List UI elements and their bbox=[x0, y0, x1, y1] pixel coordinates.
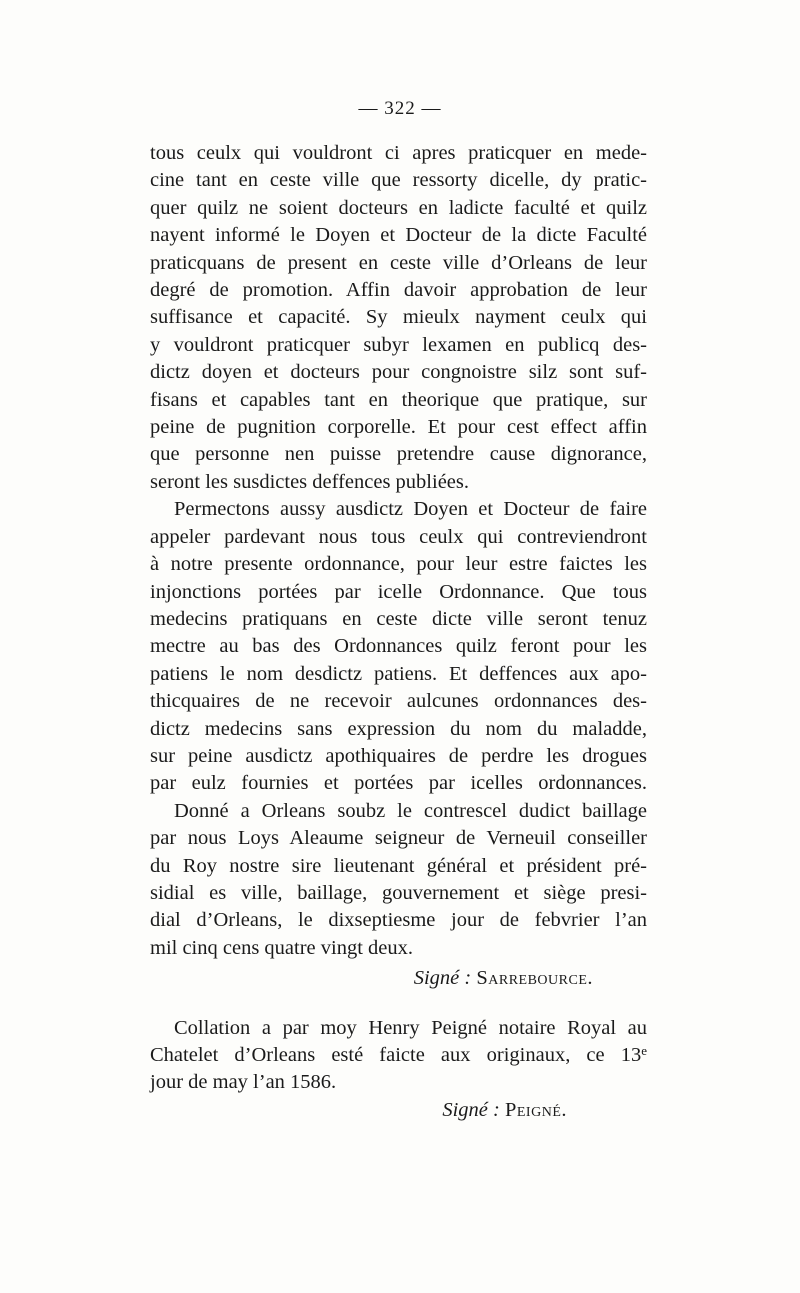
text-line: jour de may l’an 1586. bbox=[150, 1071, 337, 1094]
text-line: y vouldront praticquer subyr lexamen en publicq des- bbox=[150, 333, 647, 356]
text-line: patiens le nom desdictz patiens. Et deffences aux apo- bbox=[150, 662, 647, 685]
paragraph-3 bbox=[150, 798, 647, 962]
text-line: du Roy nostre sire lieutenant général et président pré- bbox=[150, 854, 647, 877]
text-line: mectre au bas des Ordonnances quilz feront pour les bbox=[150, 635, 647, 658]
text-line: sur peine ausdictz apothiquaires de perdre les drogues bbox=[150, 744, 647, 767]
text-line: thicquaires de ne recevoir aulcunes ordonnances des- bbox=[150, 690, 647, 713]
text-line: par nous Loys Aleaume seigneur de Verneuil conseiller bbox=[150, 827, 647, 850]
text-line: nayent informé le Doyen et Docteur de la dicte Faculté bbox=[150, 224, 647, 247]
signature-peigne bbox=[150, 1097, 647, 1124]
text-line: dictz medecins sans expression du nom du maladde, bbox=[150, 717, 647, 740]
signature-sarrebource bbox=[150, 965, 647, 992]
signature-name: Peigné. bbox=[504, 1098, 567, 1121]
superscript: e bbox=[641, 1043, 647, 1058]
text-line: suffisance et capacité. Sy mieulx nayment ceulx qui bbox=[150, 306, 647, 329]
text-line: Donné a Orleans soubz le contrescel dudict baillage bbox=[174, 799, 647, 822]
text-line: medecins pratiquans en ceste dicte ville seront tenuz bbox=[150, 607, 647, 630]
text-line: quer quilz ne soient docteurs en ladicte faculté et quilz bbox=[150, 196, 647, 219]
text-line: tous ceulx qui vouldront ci apres praticquer en mede- bbox=[150, 142, 647, 164]
text-line: sidial es ville, baillage, gouvernement et siège presi- bbox=[150, 881, 647, 904]
text-line: injonctions portées par icelle Ordonnance. Que tous bbox=[150, 580, 647, 603]
text-line: à notre presente ordonnance, pour leur estre faictes les bbox=[150, 553, 647, 576]
text-line: Collation a par moy Henry Peigné notaire Royal au bbox=[174, 1016, 647, 1039]
text-line: dial d’Orleans, le dixseptiesme jour de febvrier l’an bbox=[150, 909, 647, 932]
text-line: dictz doyen et docteurs pour congnoistre silz sont suf- bbox=[150, 361, 647, 384]
text-line: mil cinq cens quatre vingt deux. bbox=[150, 936, 414, 959]
text-fragment: Chatelet d’Orleans esté faicte aux originaux, ce 13 bbox=[150, 1044, 642, 1066]
text-line: seront les susdictes deffences publiées. bbox=[150, 470, 469, 493]
text-line: praticquans de present en ceste ville d’Orleans de leur bbox=[150, 251, 647, 274]
text-line: fisans et capables tant en theorique que pratique, sur bbox=[150, 388, 647, 411]
signature-name: Sarrebource. bbox=[476, 967, 593, 990]
text-line: par eulz fournies et portées par icelles ordonnances. bbox=[150, 772, 647, 795]
body-text bbox=[150, 140, 647, 1124]
paragraph-2 bbox=[150, 496, 647, 797]
page-number: — 322 — bbox=[358, 98, 442, 119]
text-line: que personne nen puisse pretendre cause dignorance, bbox=[150, 443, 647, 466]
text-line bbox=[150, 1042, 647, 1069]
text-line: cine tant en ceste ville que ressorty dicelle, dy pratic- bbox=[150, 169, 647, 192]
text-line: appeler pardevant nous tous ceulx qui contreviendront bbox=[150, 525, 647, 548]
paragraph-1 bbox=[150, 140, 647, 496]
text-line: degré de promotion. Affin davoir approbation de leur bbox=[150, 279, 647, 302]
signature-label: Signé : bbox=[413, 967, 472, 990]
text-line: peine de pugnition corporelle. Et pour cest effect affin bbox=[150, 416, 647, 439]
signature-label: Signé : bbox=[442, 1098, 500, 1121]
text-line: Permectons aussy ausdictz Doyen et Docteur de faire bbox=[174, 498, 647, 521]
collation-paragraph bbox=[150, 1015, 647, 1097]
